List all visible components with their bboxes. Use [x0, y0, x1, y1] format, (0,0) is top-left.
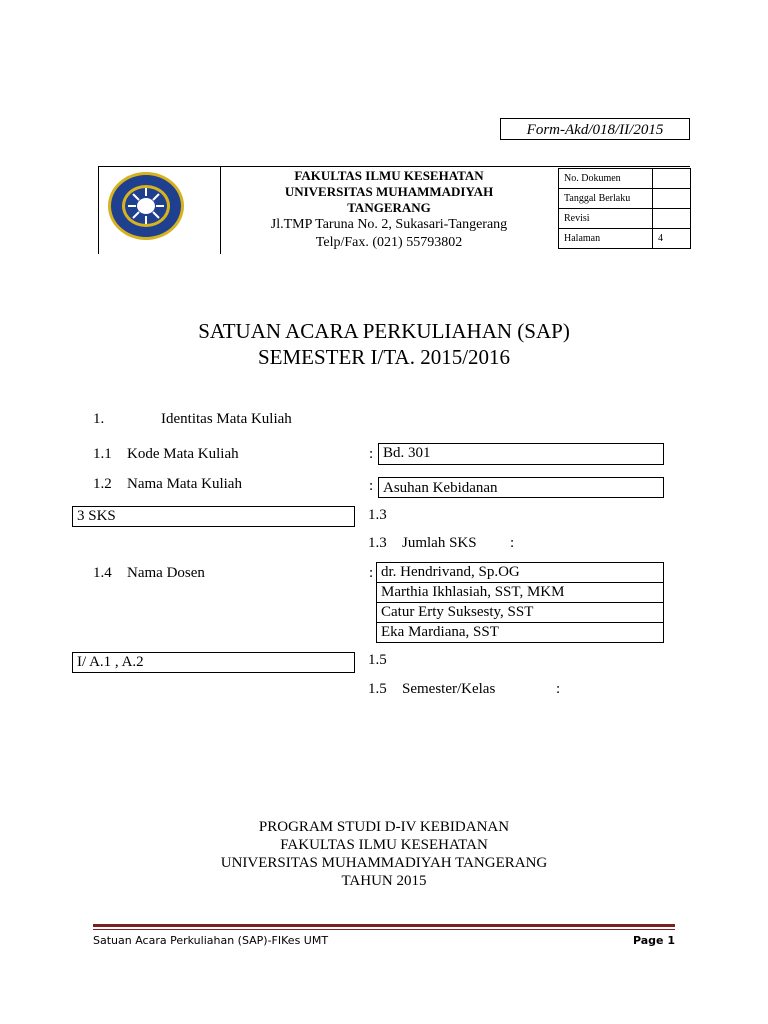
- page-number: Page 1: [632, 934, 675, 947]
- year-line: TAHUN 2015: [341, 873, 427, 889]
- city-name: TANGERANG: [347, 200, 431, 215]
- faculty-name: FAKULTAS ILMU KESEHATAN: [294, 168, 484, 183]
- field-label: Jumlah SKS: [402, 535, 477, 551]
- sks-box: 3 SKS: [72, 506, 355, 527]
- kode-value: Bd. 301: [378, 443, 664, 465]
- table-row: [559, 169, 691, 189]
- table-row: [559, 209, 691, 229]
- phone: Telp/Fax. (021) 55793802: [315, 235, 463, 250]
- institution-block: [222, 168, 556, 252]
- title-line-2: SEMESTER I/TA. 2015/2016: [257, 345, 511, 369]
- section-number: 1.: [93, 411, 105, 427]
- faculty-line: FAKULTAS ILMU KESEHATAN: [280, 837, 488, 853]
- field-label: Nama Dosen: [127, 565, 205, 581]
- field-number: 1.5: [368, 681, 387, 697]
- title-line-1: SATUAN ACARA PERKULIAHAN (SAP): [198, 319, 570, 343]
- list-item: Eka Mardiana, SST: [381, 624, 499, 640]
- field-colon: :: [369, 446, 374, 462]
- meta-label: No. Dokumen: [559, 169, 653, 189]
- footer-rule: [93, 924, 675, 927]
- field-colon: :: [510, 535, 515, 551]
- meta-label: Revisi: [559, 209, 653, 229]
- field-label: Kode Mata Kuliah: [127, 446, 239, 462]
- dosen-list: [376, 562, 664, 643]
- kelas-box: I/ A.1 , A.2: [72, 652, 355, 673]
- university-line: UNIVERSITAS MUHAMMADIYAH TANGERANG: [220, 855, 548, 871]
- field-number: 1.3: [368, 507, 387, 523]
- list-item: Catur Erty Suksesty, SST: [377, 603, 663, 623]
- address: Jl.TMP Taruna No. 2, Sukasari-Tangerang: [270, 217, 508, 232]
- meta-label: Tanggal Berlaku: [559, 189, 653, 209]
- footer-rule-thin: [93, 929, 675, 930]
- field-number: 1.1: [93, 446, 112, 462]
- field-colon: :: [556, 681, 561, 697]
- field-colon: :: [369, 478, 374, 494]
- field-number: 1.5: [368, 652, 387, 668]
- form-code: Form-Akd/018/II/2015: [500, 118, 690, 140]
- list-item: Marthia Ikhlasiah, SST, MKM: [377, 583, 663, 603]
- meta-value: [653, 189, 691, 209]
- field-number: 1.2: [93, 476, 112, 492]
- section-title: Identitas Mata Kuliah: [161, 411, 292, 427]
- university-name: UNIVERSITAS MUHAMMADIYAH: [284, 184, 494, 199]
- program-line: PROGRAM STUDI D-IV KEBIDANAN: [258, 819, 510, 835]
- meta-value: [653, 169, 691, 189]
- header-divider: [220, 166, 221, 254]
- nama-value: Asuhan Kebidanan: [378, 477, 664, 498]
- table-row: [559, 229, 691, 249]
- field-number: 1.4: [93, 565, 112, 581]
- footer-title: Satuan Acara Perkuliahan (SAP)-FIKes UMT: [93, 934, 329, 947]
- meta-label: Halaman: [559, 229, 653, 249]
- meta-value: 4: [653, 229, 691, 249]
- table-row: [559, 189, 691, 209]
- field-label: Semester/Kelas: [402, 681, 496, 697]
- field-number: 1.3: [368, 535, 387, 551]
- document-title: [0, 318, 768, 370]
- university-seal-icon: [106, 170, 186, 242]
- document-meta-table: [558, 168, 691, 249]
- list-item: dr. Hendrivand, Sp.OG: [377, 563, 663, 583]
- program-block: [0, 818, 768, 890]
- field-label: Nama Mata Kuliah: [127, 476, 242, 492]
- field-colon: :: [369, 565, 374, 581]
- meta-value: [653, 209, 691, 229]
